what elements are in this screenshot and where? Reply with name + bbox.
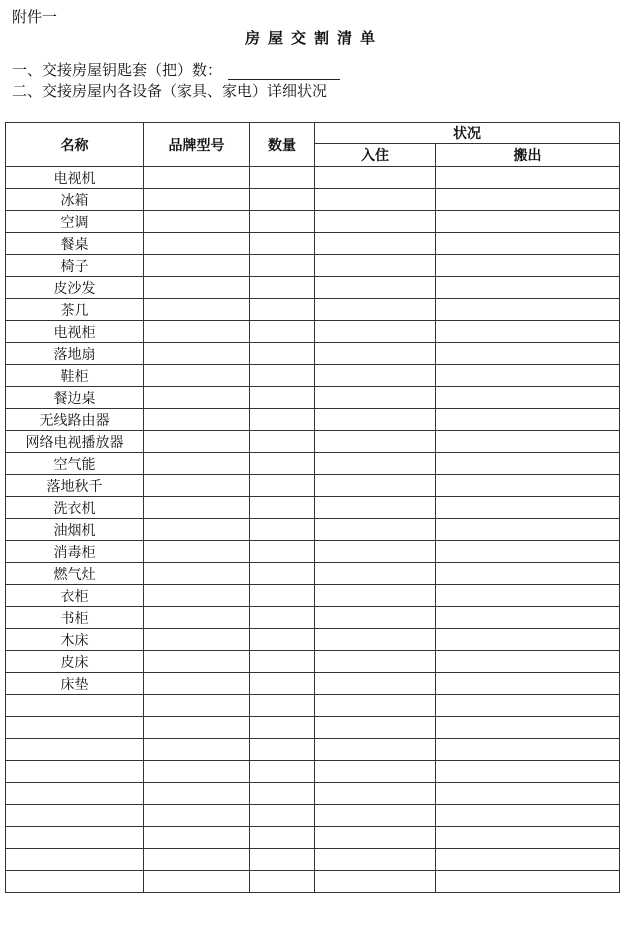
item-brand-cell[interactable] <box>144 827 250 849</box>
item-quantity-cell[interactable] <box>250 409 315 431</box>
item-move-in-cell[interactable] <box>315 233 436 255</box>
header-move-in: 入住 <box>315 144 436 167</box>
item-move-in-cell[interactable] <box>315 167 436 189</box>
item-move-in-cell[interactable] <box>315 475 436 497</box>
item-move-in-cell[interactable] <box>315 805 436 827</box>
item-brand-cell[interactable] <box>144 211 250 233</box>
table-row <box>6 761 620 783</box>
item-move-in-cell[interactable] <box>315 431 436 453</box>
item-move-in-cell[interactable] <box>315 541 436 563</box>
equipment-line: 二、交接房屋内各设备（家具、家电）详细状况 <box>12 82 328 100</box>
item-quantity-cell[interactable] <box>250 255 315 277</box>
table-row <box>6 585 620 607</box>
item-move-out-cell[interactable] <box>436 761 620 783</box>
item-quantity-cell[interactable] <box>250 211 315 233</box>
item-move-in-cell[interactable] <box>315 607 436 629</box>
item-name: 衣柜 <box>6 585 144 607</box>
item-move-in-cell[interactable] <box>315 519 436 541</box>
item-name: 无线路由器 <box>6 409 144 431</box>
table-row <box>6 277 620 299</box>
item-name <box>6 827 144 849</box>
item-quantity-cell[interactable] <box>250 585 315 607</box>
item-move-out-cell[interactable] <box>436 871 620 893</box>
item-move-in-cell[interactable] <box>315 673 436 695</box>
item-brand-cell[interactable] <box>144 519 250 541</box>
item-move-out-cell[interactable] <box>436 189 620 211</box>
item-move-out-cell[interactable] <box>436 497 620 519</box>
item-brand-cell[interactable] <box>144 431 250 453</box>
item-move-out-cell[interactable] <box>436 651 620 673</box>
item-move-in-cell[interactable] <box>315 409 436 431</box>
item-quantity-cell[interactable] <box>250 475 315 497</box>
item-name: 书柜 <box>6 607 144 629</box>
table-row <box>6 189 620 211</box>
item-move-out-cell[interactable] <box>436 607 620 629</box>
item-name: 冰箱 <box>6 189 144 211</box>
table-row <box>6 739 620 761</box>
item-quantity-cell[interactable] <box>250 739 315 761</box>
item-brand-cell[interactable] <box>144 673 250 695</box>
item-move-in-cell[interactable] <box>315 277 436 299</box>
item-quantity-cell[interactable] <box>250 805 315 827</box>
item-name <box>6 871 144 893</box>
item-move-out-cell[interactable] <box>436 343 620 365</box>
item-move-out-cell[interactable] <box>436 717 620 739</box>
item-brand-cell[interactable] <box>144 849 250 871</box>
item-name: 洗衣机 <box>6 497 144 519</box>
inventory-rows <box>6 167 620 893</box>
item-brand-cell[interactable] <box>144 475 250 497</box>
item-move-in-cell[interactable] <box>315 453 436 475</box>
item-move-out-cell[interactable] <box>436 453 620 475</box>
header-name: 名称 <box>6 123 144 167</box>
item-move-in-cell[interactable] <box>315 717 436 739</box>
item-name <box>6 783 144 805</box>
item-quantity-cell[interactable] <box>250 695 315 717</box>
table-row <box>6 409 620 431</box>
item-move-in-cell[interactable] <box>315 761 436 783</box>
item-move-in-cell[interactable] <box>315 255 436 277</box>
item-brand-cell[interactable] <box>144 585 250 607</box>
item-name: 鞋柜 <box>6 365 144 387</box>
item-name <box>6 805 144 827</box>
table-row <box>6 321 620 343</box>
item-quantity-cell[interactable] <box>250 519 315 541</box>
item-move-in-cell[interactable] <box>315 299 436 321</box>
table-row <box>6 607 620 629</box>
item-quantity-cell[interactable] <box>250 321 315 343</box>
item-quantity-cell[interactable] <box>250 233 315 255</box>
item-move-out-cell[interactable] <box>436 233 620 255</box>
keys-label: 一、交接房屋钥匙套（把）数： <box>12 61 223 79</box>
table-row <box>6 255 620 277</box>
item-name <box>6 849 144 871</box>
table-row <box>6 431 620 453</box>
item-name: 空气能 <box>6 453 144 475</box>
table-row <box>6 211 620 233</box>
header-move-out: 搬出 <box>436 144 620 167</box>
item-quantity-cell[interactable] <box>250 607 315 629</box>
table-row <box>6 453 620 475</box>
item-brand-cell[interactable] <box>144 167 250 189</box>
item-move-in-cell[interactable] <box>315 343 436 365</box>
table-row <box>6 695 620 717</box>
item-brand-cell[interactable] <box>144 651 250 673</box>
item-brand-cell[interactable] <box>144 607 250 629</box>
item-name <box>6 717 144 739</box>
document-title: 房屋交割清单 <box>244 29 383 47</box>
item-name <box>6 739 144 761</box>
table-row <box>6 365 620 387</box>
table-row <box>6 563 620 585</box>
header-status: 状况 <box>315 123 620 144</box>
item-move-out-cell[interactable] <box>436 167 620 189</box>
table-row <box>6 387 620 409</box>
item-name: 落地秋千 <box>6 475 144 497</box>
item-move-out-cell[interactable] <box>436 409 620 431</box>
item-move-in-cell[interactable] <box>315 629 436 651</box>
item-move-out-cell[interactable] <box>436 541 620 563</box>
item-name: 网络电视播放器 <box>6 431 144 453</box>
item-name: 茶几 <box>6 299 144 321</box>
item-brand-cell[interactable] <box>144 299 250 321</box>
item-quantity-cell[interactable] <box>250 629 315 651</box>
item-move-out-cell[interactable] <box>436 827 620 849</box>
table-row <box>6 343 620 365</box>
item-name: 椅子 <box>6 255 144 277</box>
item-move-in-cell[interactable] <box>315 387 436 409</box>
item-brand-cell[interactable] <box>144 343 250 365</box>
item-name <box>6 761 144 783</box>
item-quantity-cell[interactable] <box>250 343 315 365</box>
item-move-out-cell[interactable] <box>436 387 620 409</box>
keys-blank[interactable] <box>228 63 340 80</box>
item-quantity-cell[interactable] <box>250 277 315 299</box>
item-move-in-cell[interactable] <box>315 827 436 849</box>
item-quantity-cell[interactable] <box>250 871 315 893</box>
item-quantity-cell[interactable] <box>250 563 315 585</box>
annex-label: 附件一 <box>12 8 58 26</box>
item-move-out-cell[interactable] <box>436 475 620 497</box>
item-move-out-cell[interactable] <box>436 299 620 321</box>
table-row <box>6 629 620 651</box>
table-row <box>6 849 620 871</box>
item-quantity-cell[interactable] <box>250 431 315 453</box>
item-name: 电视柜 <box>6 321 144 343</box>
item-quantity-cell[interactable] <box>250 541 315 563</box>
item-name: 空调 <box>6 211 144 233</box>
item-name: 落地扇 <box>6 343 144 365</box>
item-move-out-cell[interactable] <box>436 563 620 585</box>
item-move-out-cell[interactable] <box>436 255 620 277</box>
item-brand-cell[interactable] <box>144 277 250 299</box>
table-row <box>6 805 620 827</box>
table-row <box>6 541 620 563</box>
table-row <box>6 519 620 541</box>
item-quantity-cell[interactable] <box>250 365 315 387</box>
item-move-in-cell[interactable] <box>315 563 436 585</box>
item-quantity-cell[interactable] <box>250 651 315 673</box>
item-brand-cell[interactable] <box>144 453 250 475</box>
item-move-out-cell[interactable] <box>436 431 620 453</box>
item-brand-cell[interactable] <box>144 409 250 431</box>
item-quantity-cell[interactable] <box>250 497 315 519</box>
item-name: 皮沙发 <box>6 277 144 299</box>
item-move-out-cell[interactable] <box>436 365 620 387</box>
item-quantity-cell[interactable] <box>250 717 315 739</box>
item-brand-cell[interactable] <box>144 387 250 409</box>
item-brand-cell[interactable] <box>144 629 250 651</box>
item-name: 消毒柜 <box>6 541 144 563</box>
item-name <box>6 695 144 717</box>
item-name: 床垫 <box>6 673 144 695</box>
item-name: 餐边桌 <box>6 387 144 409</box>
table-row <box>6 497 620 519</box>
item-brand-cell[interactable] <box>144 497 250 519</box>
item-move-out-cell[interactable] <box>436 783 620 805</box>
item-quantity-cell[interactable] <box>250 849 315 871</box>
item-name: 木床 <box>6 629 144 651</box>
inventory-table <box>5 122 620 893</box>
table-row <box>6 673 620 695</box>
item-name: 电视机 <box>6 167 144 189</box>
item-quantity-cell[interactable] <box>250 167 315 189</box>
item-brand-cell[interactable] <box>144 695 250 717</box>
item-move-in-cell[interactable] <box>315 651 436 673</box>
item-move-in-cell[interactable] <box>315 695 436 717</box>
table-row <box>6 299 620 321</box>
item-brand-cell[interactable] <box>144 365 250 387</box>
item-quantity-cell[interactable] <box>250 783 315 805</box>
item-move-out-cell[interactable] <box>436 695 620 717</box>
item-brand-cell[interactable] <box>144 805 250 827</box>
item-move-out-cell[interactable] <box>436 739 620 761</box>
item-brand-cell[interactable] <box>144 717 250 739</box>
item-move-out-cell[interactable] <box>436 321 620 343</box>
item-move-out-cell[interactable] <box>436 805 620 827</box>
item-move-in-cell[interactable] <box>315 365 436 387</box>
item-move-out-cell[interactable] <box>436 673 620 695</box>
item-name: 燃气灶 <box>6 563 144 585</box>
item-move-in-cell[interactable] <box>315 871 436 893</box>
table-row <box>6 475 620 497</box>
item-move-in-cell[interactable] <box>315 189 436 211</box>
table-row <box>6 783 620 805</box>
header-quantity: 数量 <box>250 123 315 167</box>
table-row <box>6 651 620 673</box>
item-quantity-cell[interactable] <box>250 387 315 409</box>
table-row <box>6 233 620 255</box>
item-quantity-cell[interactable] <box>250 761 315 783</box>
item-move-out-cell[interactable] <box>436 849 620 871</box>
item-move-out-cell[interactable] <box>436 585 620 607</box>
item-move-in-cell[interactable] <box>315 211 436 233</box>
item-brand-cell[interactable] <box>144 563 250 585</box>
item-quantity-cell[interactable] <box>250 673 315 695</box>
item-move-in-cell[interactable] <box>315 739 436 761</box>
item-move-in-cell[interactable] <box>315 321 436 343</box>
item-quantity-cell[interactable] <box>250 189 315 211</box>
item-brand-cell[interactable] <box>144 783 250 805</box>
table-row <box>6 827 620 849</box>
item-brand-cell[interactable] <box>144 321 250 343</box>
table-row <box>6 717 620 739</box>
item-brand-cell[interactable] <box>144 739 250 761</box>
item-brand-cell[interactable] <box>144 761 250 783</box>
item-move-in-cell[interactable] <box>315 585 436 607</box>
item-quantity-cell[interactable] <box>250 827 315 849</box>
item-brand-cell[interactable] <box>144 189 250 211</box>
item-move-out-cell[interactable] <box>436 519 620 541</box>
item-move-out-cell[interactable] <box>436 629 620 651</box>
item-name: 餐桌 <box>6 233 144 255</box>
item-quantity-cell[interactable] <box>250 299 315 321</box>
table-row <box>6 167 620 189</box>
item-name: 皮床 <box>6 651 144 673</box>
item-name: 油烟机 <box>6 519 144 541</box>
item-move-out-cell[interactable] <box>436 211 620 233</box>
item-move-in-cell[interactable] <box>315 783 436 805</box>
header-brand: 品牌型号 <box>144 123 250 167</box>
item-move-out-cell[interactable] <box>436 277 620 299</box>
keys-line <box>12 59 340 80</box>
item-brand-cell[interactable] <box>144 871 250 893</box>
item-brand-cell[interactable] <box>144 255 250 277</box>
item-move-in-cell[interactable] <box>315 849 436 871</box>
table-row <box>6 871 620 893</box>
item-quantity-cell[interactable] <box>250 453 315 475</box>
item-brand-cell[interactable] <box>144 541 250 563</box>
item-move-in-cell[interactable] <box>315 497 436 519</box>
item-brand-cell[interactable] <box>144 233 250 255</box>
